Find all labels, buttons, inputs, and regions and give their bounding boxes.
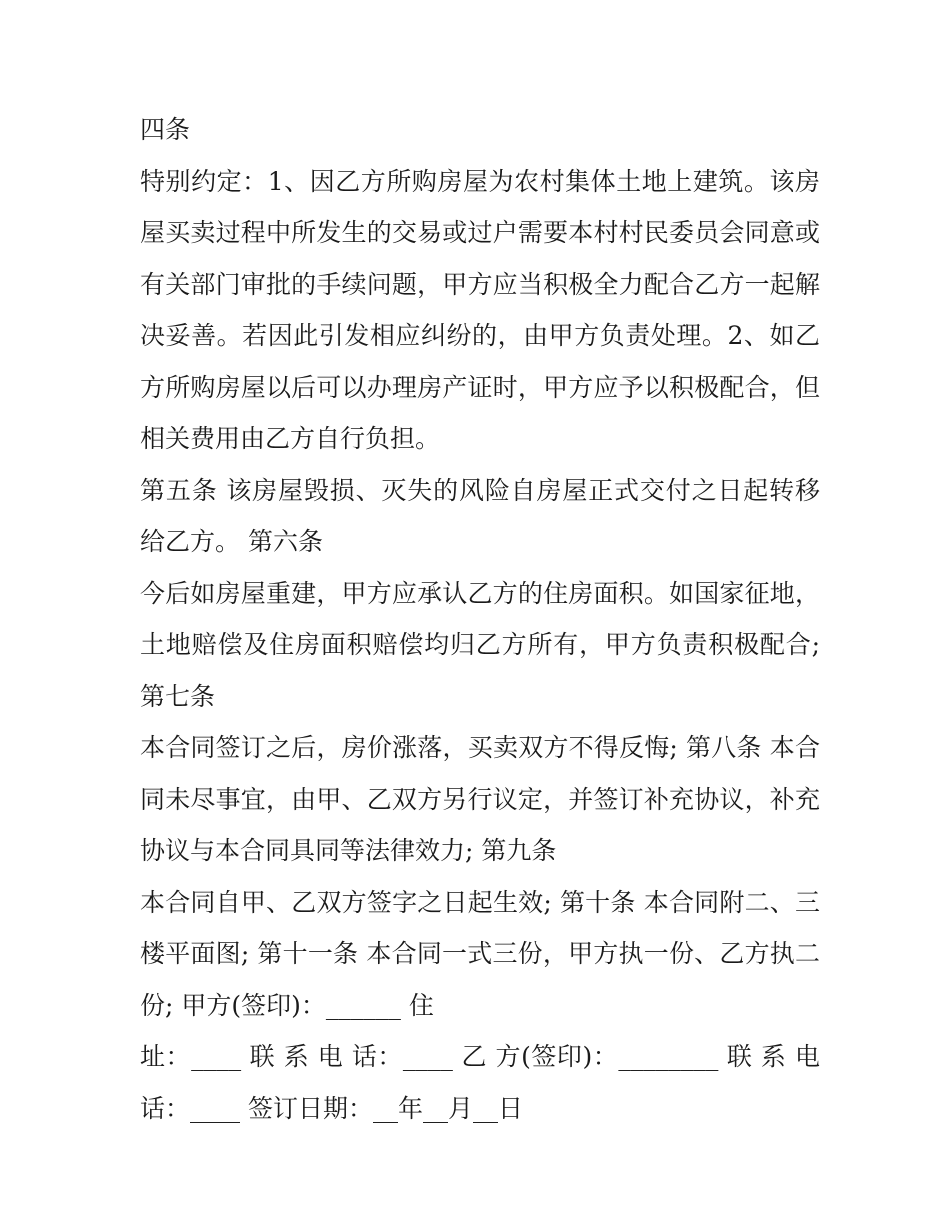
text-line-8: 第五条 该房屋毁损、灭失的风险自房屋正式交付之日起转移 <box>140 475 820 505</box>
text-line-14: 同未尽事宜，由甲、乙双方另行议定，并签订补充协议，补充 <box>140 784 820 814</box>
text-line-6: 方所购房屋以后可以办理房产证时，甲方应予以积极配合，但 <box>140 372 820 402</box>
contract-text <box>140 104 820 1134</box>
text-line-15: 协议与本合同具同等法律效力; 第九条 <box>140 836 557 865</box>
text-line-11: 土地赔偿及住房面积赔偿均归乙方所有，甲方负责积极配合; <box>140 630 820 659</box>
text-line-18: 份; 甲方(签印)：______ 住 <box>140 990 434 1020</box>
text-line-3: 屋买卖过程中所发生的交易或过户需要本村村民委员会同意或 <box>140 218 820 247</box>
text-line-12: 第七条 <box>140 681 216 711</box>
text-line-20: 话：____ 签订日期：__年__月__日 <box>140 1093 523 1123</box>
text-line-10: 今后如房屋重建，甲方应承认乙方的住房面积。如国家征地， <box>140 578 820 608</box>
text-line-7: 相关费用由乙方自行负担。 <box>140 424 441 453</box>
text-line-4: 有关部门审批的手续问题，甲方应当积极全力配合乙方一起解 <box>140 269 820 299</box>
text-line-9: 给乙方。 第六条 <box>140 527 323 556</box>
text-line-19: 址：____ 联 系 电 话：____ 乙 方(签印)：________ 联 系 电 <box>140 1042 820 1071</box>
text-line-2: 特别约定：1、因乙方所购房屋为农村集体土地上建筑。该房 <box>140 166 820 196</box>
text-line-13: 本合同签订之后，房价涨落，买卖双方不得反悔; 第八条 本合 <box>140 733 820 762</box>
text-line-17: 楼平面图; 第十一条 本合同一式三份，甲方执一份、乙方执二 <box>140 939 820 968</box>
text-line-1: 四条 <box>140 115 191 144</box>
text-line-5: 决妥善。若因此引发相应纠纷的，由甲方负责处理。2、如乙 <box>140 321 820 350</box>
text-line-16: 本合同自甲、乙双方签字之日起生效; 第十条 本合同附二、三 <box>140 887 820 917</box>
